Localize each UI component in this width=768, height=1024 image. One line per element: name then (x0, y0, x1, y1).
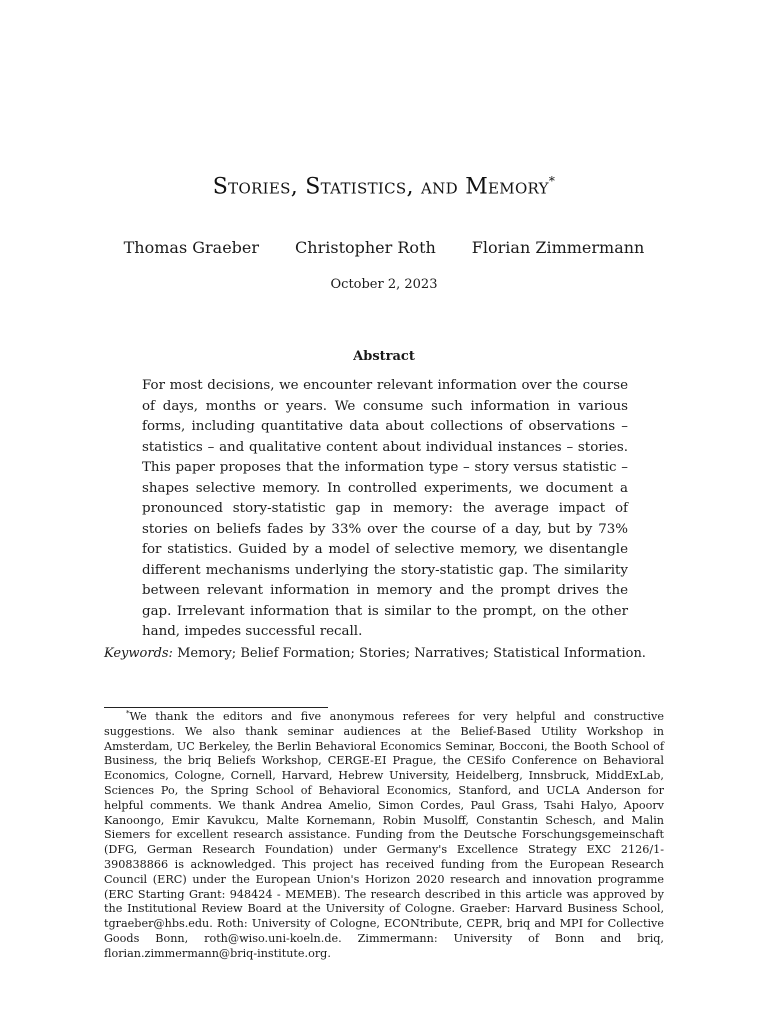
footnote (104, 710, 664, 962)
paper-title (0, 174, 768, 199)
footnote-divider (104, 707, 328, 708)
footnote-text: We thank the editors and five anonymous referees for very helpful and constructive suggestions. We also thank seminar audiences at the Belief-Based Utility Workshop in Amsterdam, UC Berkeley, the Berlin Behavioral Economics Seminar, Bocconi, the Booth School of Business, the briq Beliefs Workshop, CERGE-EI Prague, the CESifo Conference on Behavioral Economics, Cologne, Cornell, Harvard, Hebrew University, Heidelberg, Innsbruck, MiddExLab, Sciences Po, the Spring School of Behavioral Economics, Stanford, and UCLA Anderson for helpful comments. We thank Andrea Amelio, Simon Cordes, Paul Grass, Tsahi Halyo, Apoorv Kanoongo, Emir Kavukcu, Malte Kornemann, Robin Musolff, Constantin Schesch, and Malin Siemers for excellent research assistance. Funding from the Deutsche Forschungsgemeinschaft (DFG, German Research Foundation) under Germany's Excellence Strategy EXC 2126/1-390838866 is acknowledged. This project has received funding from the European Research Council (ERC) under the European Union's Horizon 2020 research and innovation programme (ERC Starting Grant: 948424 - MEMEB). The research described in this article was approved by the Institutional Review Board at the University of Cologne. Graeber: Harvard Business School, tgraeber@hbs.edu. Roth: University of Cologne, ECONtribute, CEPR, briq and MPI for Collective Goods Bonn, roth@wiso.uni-koeln.de. Zimmermann: University of Bonn and briq, florian.zimmermann@briq-institute.org. (104, 710, 664, 960)
keywords-line (104, 646, 684, 661)
abstract-text: For most decisions, we encounter relevant information over the course of days, months or years. We consume such information in various forms, including quantitative data about collections of observations – statistics – and qualitative content about individual instances – stories. This paper proposes that the information type – story versus statistic – shapes selective memory. In controlled experiments, we document a pronounced story-statistic gap in memory: the average impact of stories on beliefs fades by 33% over the course of a day, but by 73% for statistics. Guided by a model of selective memory, we disentangle different mechanisms underlying the story-statistic gap. The similarity between relevant information in memory and the prompt drives the gap. Irrelevant information that is similar to the prompt, on the other hand, impedes successful recall. (142, 378, 628, 639)
paper-date: October 2, 2023 (330, 277, 438, 292)
keywords-label: Keywords: (104, 646, 173, 661)
keywords-text: Memory; Belief Formation; Stories; Narratives; Statistical Information. (177, 646, 646, 661)
abstract-heading: Abstract (353, 349, 415, 364)
author-name: Florian Zimmermann (471, 238, 645, 257)
author-list (0, 238, 768, 257)
author-name: Thomas Graeber (123, 238, 260, 257)
title-footnote-mark: * (548, 174, 556, 188)
paper-title-text: Stories, Statistics, and Memory (212, 174, 549, 200)
footnote-mark: * (126, 709, 130, 718)
author-name: Christopher Roth (295, 238, 436, 257)
